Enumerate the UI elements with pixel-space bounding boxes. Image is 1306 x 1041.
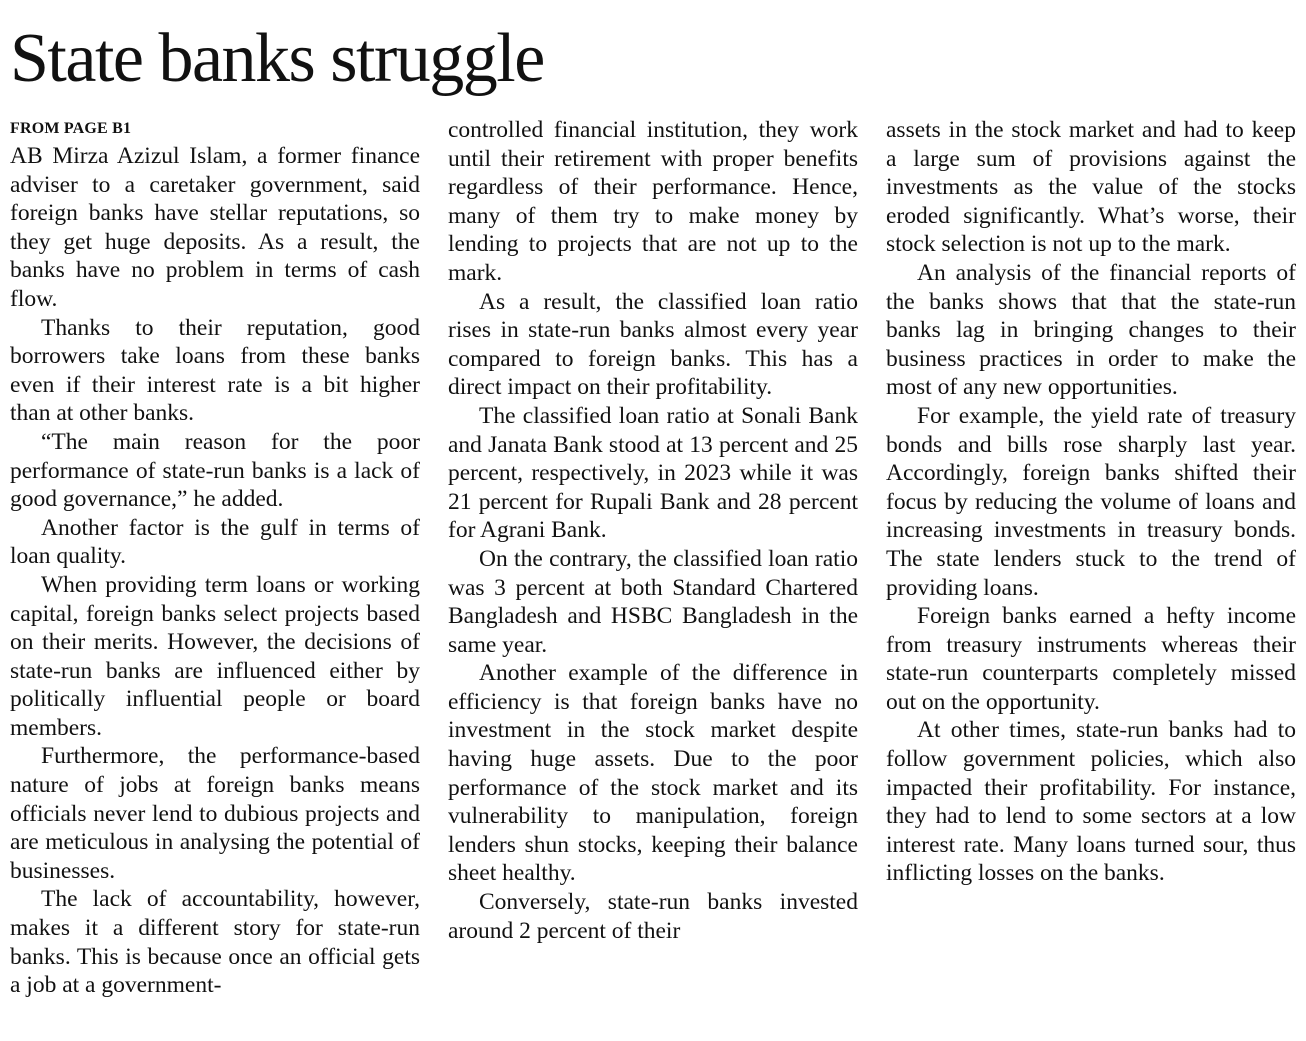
paragraph: On the contrary, the classified loan ratio was 3 percent at both Standard Chartered Bangladesh and HSBC Bangladesh in the same year. (448, 545, 858, 658)
headline: State banks struggle (10, 20, 544, 97)
continuation-kicker: FROM PAGE B1 (10, 120, 132, 137)
paragraph: controlled financial institution, they work until their retirement with proper benefits regardless of their performance. Hence, many of them try to make money by lending to projects that are not up to the mark. (448, 117, 858, 286)
paragraph: Another example of the difference in efficiency is that foreign banks have no investment in the stock market despite having huge assets. Due to the poor performance of the stock market and its vulnerability to manipulation, foreign lenders shun stocks, keeping their balance sheet healthy. (448, 660, 858, 887)
article-column-3 (886, 116, 1296, 888)
paragraph: For example, the yield rate of treasury bonds and bills rose sharply last year. Accordingly, foreign banks shifted their focus by reducing the volume of loans and increasing investments in treasury bonds. The state lenders stuck to the trend of providing loans. (886, 402, 1296, 601)
paragraph: Foreign banks earned a hefty income from treasury instruments whereas their state-run counterparts completely missed out on the opportunity. (886, 603, 1296, 715)
paragraph: An analysis of the financial reports of the banks shows that that the state-run banks lag in bringing changes to their business practices in order to make the most of any new opportunities. (886, 259, 1296, 401)
paragraph: Thanks to their reputation, good borrowers take loans from these banks even if their interest rate is a bit higher than at other banks. (10, 314, 420, 427)
paragraph: At other times, state-run banks had to follow government policies, which also impacted their profitability. For instance, they had to lend to some sectors at a low interest rate. Many loans turned sour, thus inflicting losses on the banks. (886, 717, 1296, 887)
paragraph: Furthermore, the performance-based nature of jobs at foreign banks means officials never lend to dubious projects and are meticulous in analysing the potential of businesses. (10, 743, 420, 884)
paragraph: As a result, the classified loan ratio rises in state-run banks almost every year compared to foreign banks. This has a direct impact on their profitability. (448, 288, 858, 401)
paragraph: The classified loan ratio at Sonali Bank and Janata Bank stood at 13 percent and 25 percent, respectively, in 2023 while it was 21 percent for Rupali Bank and 28 percent for Agrani Bank. (448, 402, 858, 544)
paragraph: assets in the stock market and had to keep a large sum of provisions against the investments as the value of the stocks eroded significantly. What’s worse, their stock selection is not up to the mark. (886, 117, 1296, 258)
article-column-1 (10, 116, 420, 1000)
paragraph: AB Mirza Azizul Islam, a former finance adviser to a caretaker government, said foreign banks have stellar reputations, so they get huge deposits. As a result, the banks have no problem in terms of cash flow. (10, 143, 420, 312)
paragraph: “The main reason for the poor performance of state-run banks is a lack of good governance,” he added. (10, 428, 420, 513)
paragraph: Another factor is the gulf in terms of loan quality. (10, 514, 420, 570)
paragraph: The lack of accountability, however, makes it a different story for state-run banks. This is because once an official gets a job at a government- (10, 886, 420, 999)
article-column-2 (448, 116, 858, 945)
paragraph: Conversely, state-run banks invested around 2 percent of their (448, 889, 858, 944)
paragraph: When providing term loans or working capital, foreign banks select projects based on their merits. However, the decisions of state-run banks are influenced either by politically influential people or board members. (10, 571, 420, 741)
